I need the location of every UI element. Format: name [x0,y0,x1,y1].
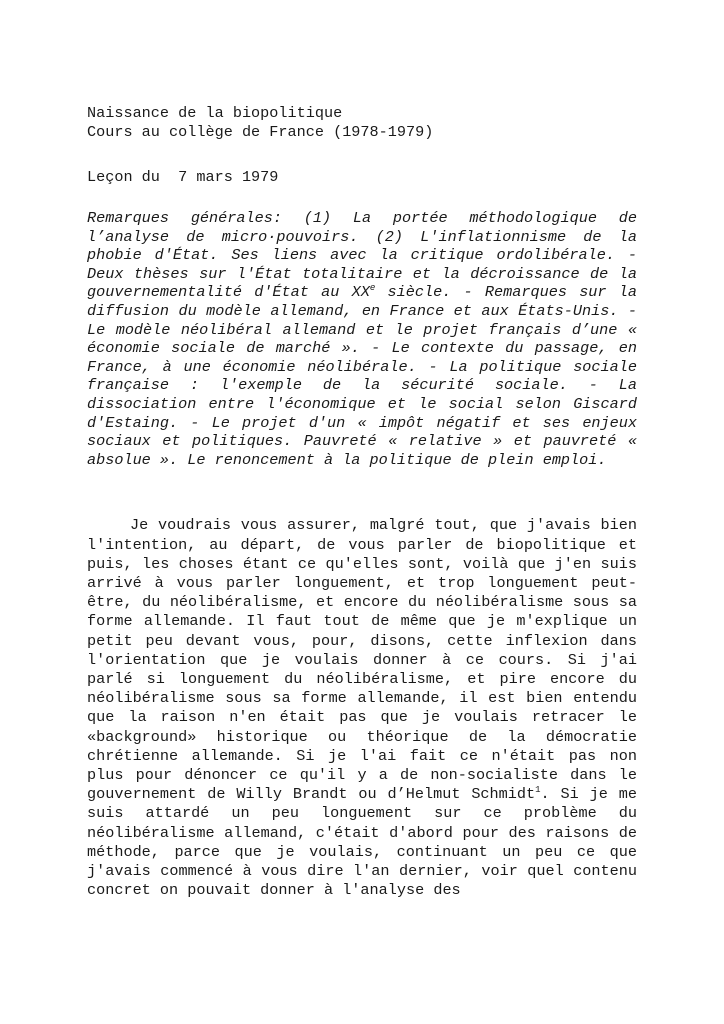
course-subtitle: Cours au collège de France (1978-1979) [87,123,434,141]
body-paragraph [87,516,637,900]
body-text-part2: . Si je me suis attardé un peu longuement sur ce problème du néolibéralisme allemand, c'était d'abord pour des raisons de méthode, parce que je voulais, continuant un peu ce que j'avais commencé à vous dire l'an dernier, voir quel contenu concret on pouvait donner à l'analyse des [87,785,637,900]
century-superscript: e [369,283,376,294]
summary-text-part2: siècle. - Remarques sur la diffusion du modèle allemand, en France et aux États-Unis. - Le modèle néolibéral allemand et le projet français d’une « économie sociale de marché ». - Le contexte du passage, en France, à une économie néolibérale. - La politique sociale française : l'exemple de la sécurité sociale. - La dissociation entre l'économique et le social selon Giscard d'Estaing. - Le projet d'un « impôt négatif et ses enjeux sociaux et politiques. Pauvreté « relative » et pauvreté « absolue ». Le renoncement à la politique de plein emploi. [87,283,638,469]
lecture-summary [87,209,637,469]
lecture-date: Leçon du 7 mars 1979 [87,168,279,186]
body-text-part1: Je voudrais vous assurer, malgré tout, que j'avais bien l'intention, au départ, de vous parler de biopolitique et puis, les choses étant ce qu'elles sont, voilà que j'en suis arrivé à vous parler longuement, et trop longuement peut-être, du néolibéralisme, et encore du néolibéralisme sous sa forme allemande. Il faut tout de même que je m'explique un petit peu devant vous, pour, disons, cette inflexion dans l'orientation que je voulais donner à ce cours. Si j'ai parlé si longuement du néolibéralisme, et pire encore du néolibéralisme sous sa forme allemande, il est bien entendu que la raison n'en était pas que je voulais retracer le «background» historique ou théorique de la démocratie chrétienne allemande. Si je l'ai fait ce n'était pas non plus pour dénoncer ce qu'il y a de non-socialiste dans le gouvernement de Willy Brandt ou d’Helmut Schmidt [87,516,637,804]
footnote-reference[interactable]: 1 [535,785,541,796]
course-title: Naissance de la biopolitique [87,104,343,122]
summary-text-part1: Remarques générales: (1) La portée méthodologique de l’analyse de micro·pouvoirs. (2) L'inflationnisme de la phobie d'État. Ses liens avec la critique ordolibérale. - Deux thèses sur l'État totalitaire et la décroissance de la gouvernementalité d'État au XX [87,209,637,302]
document-page [87,104,637,900]
